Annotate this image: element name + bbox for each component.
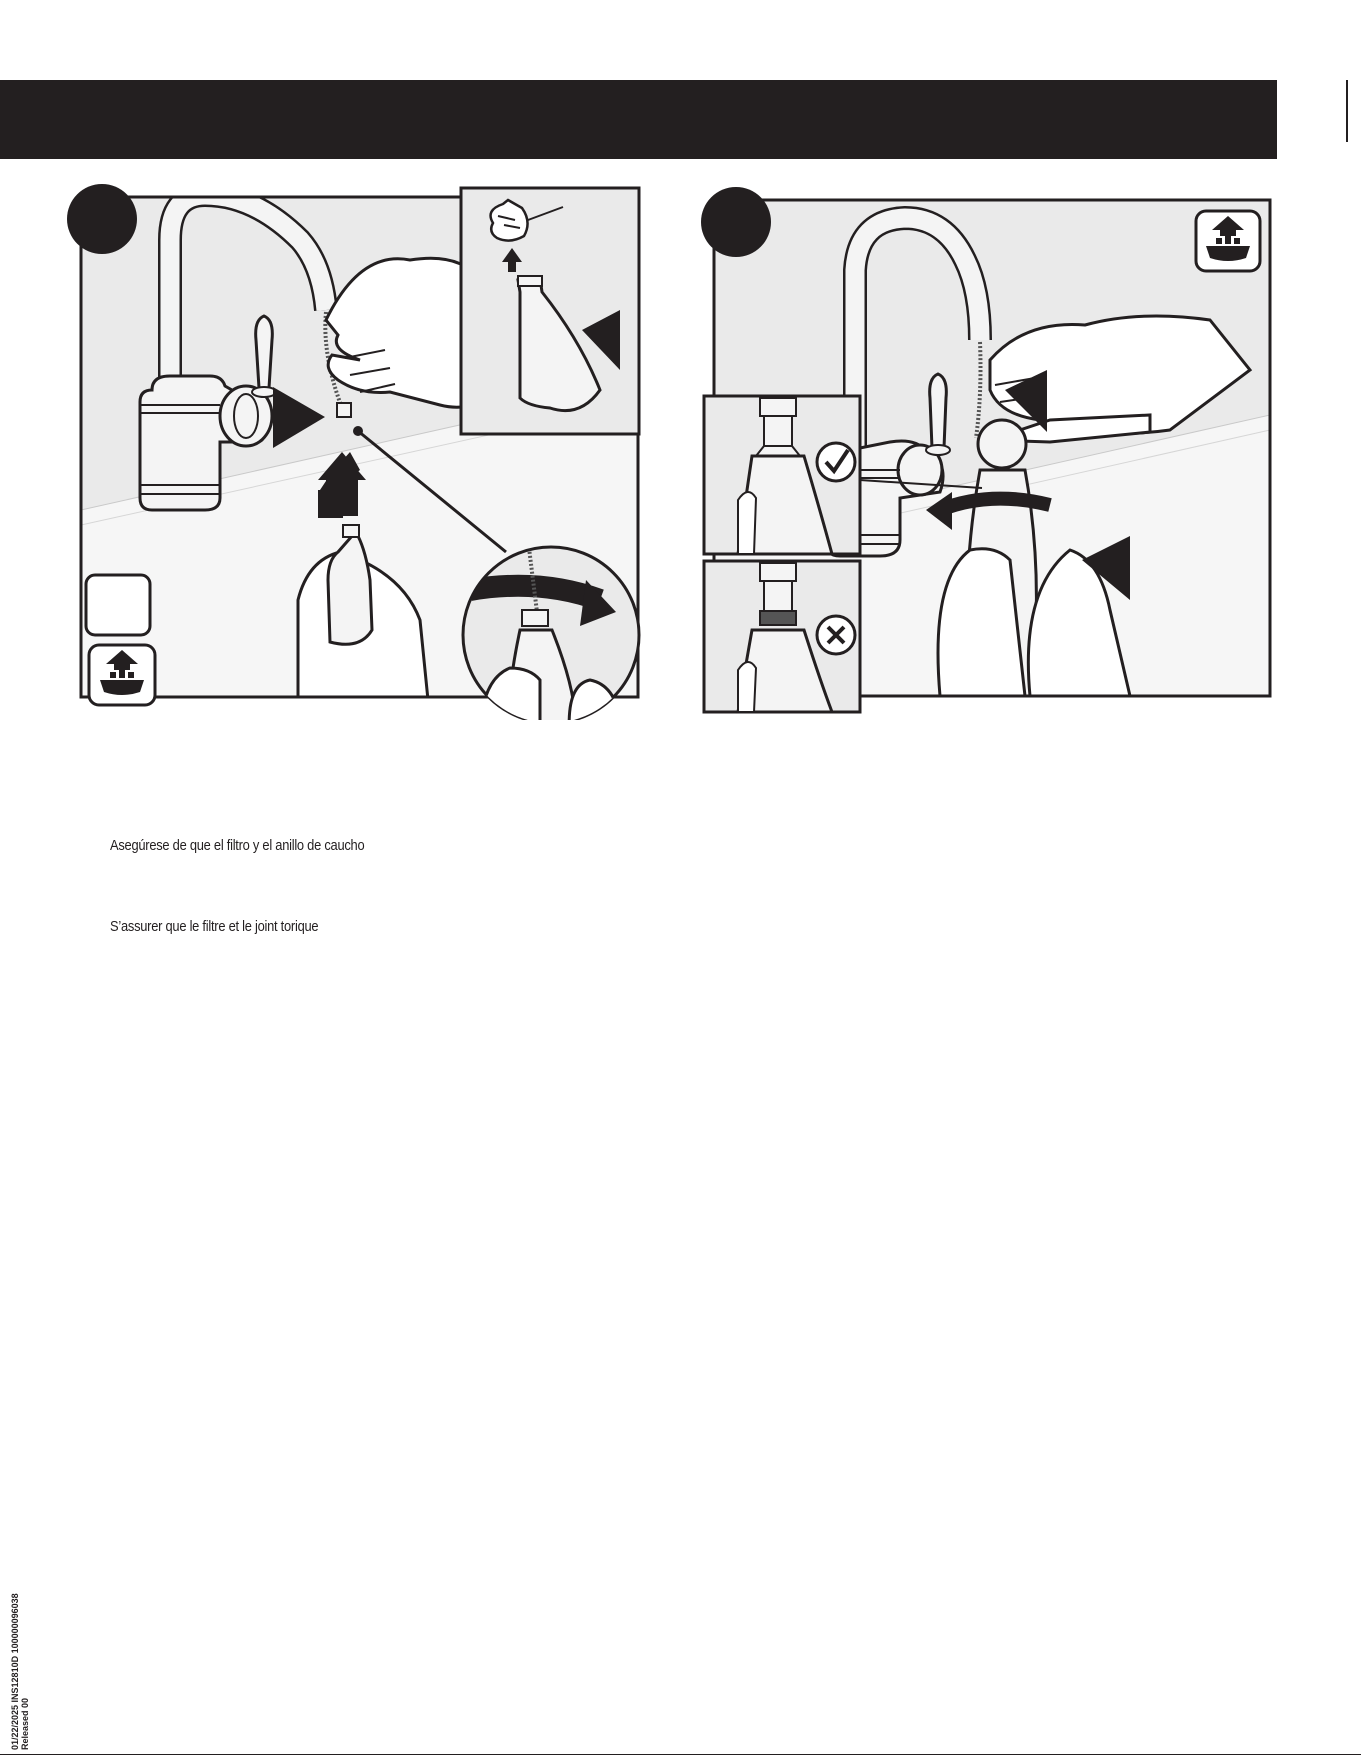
corner-tick: [1346, 80, 1348, 142]
deck-mount-icon: [89, 645, 155, 705]
illustration-step-left: [60, 180, 660, 720]
note-french: S’assurer que le filtre et le joint torique: [110, 918, 319, 935]
footer-code: [10, 1593, 30, 1750]
footer-code-line1: 01/22/2025 INS12810D 100000096038: [10, 1593, 20, 1750]
check-icon: [817, 443, 855, 481]
x-icon: [817, 616, 855, 654]
illustration-step-right: [690, 180, 1280, 740]
footer-code-line2: Released 00: [20, 1697, 30, 1750]
footer-rule: [0, 1754, 1361, 1755]
deck-mount-icon: [1196, 211, 1260, 271]
note-spanish: Asegúrese de que el filtro y el anillo de caucho: [110, 837, 365, 854]
header-bar: [0, 80, 1277, 159]
